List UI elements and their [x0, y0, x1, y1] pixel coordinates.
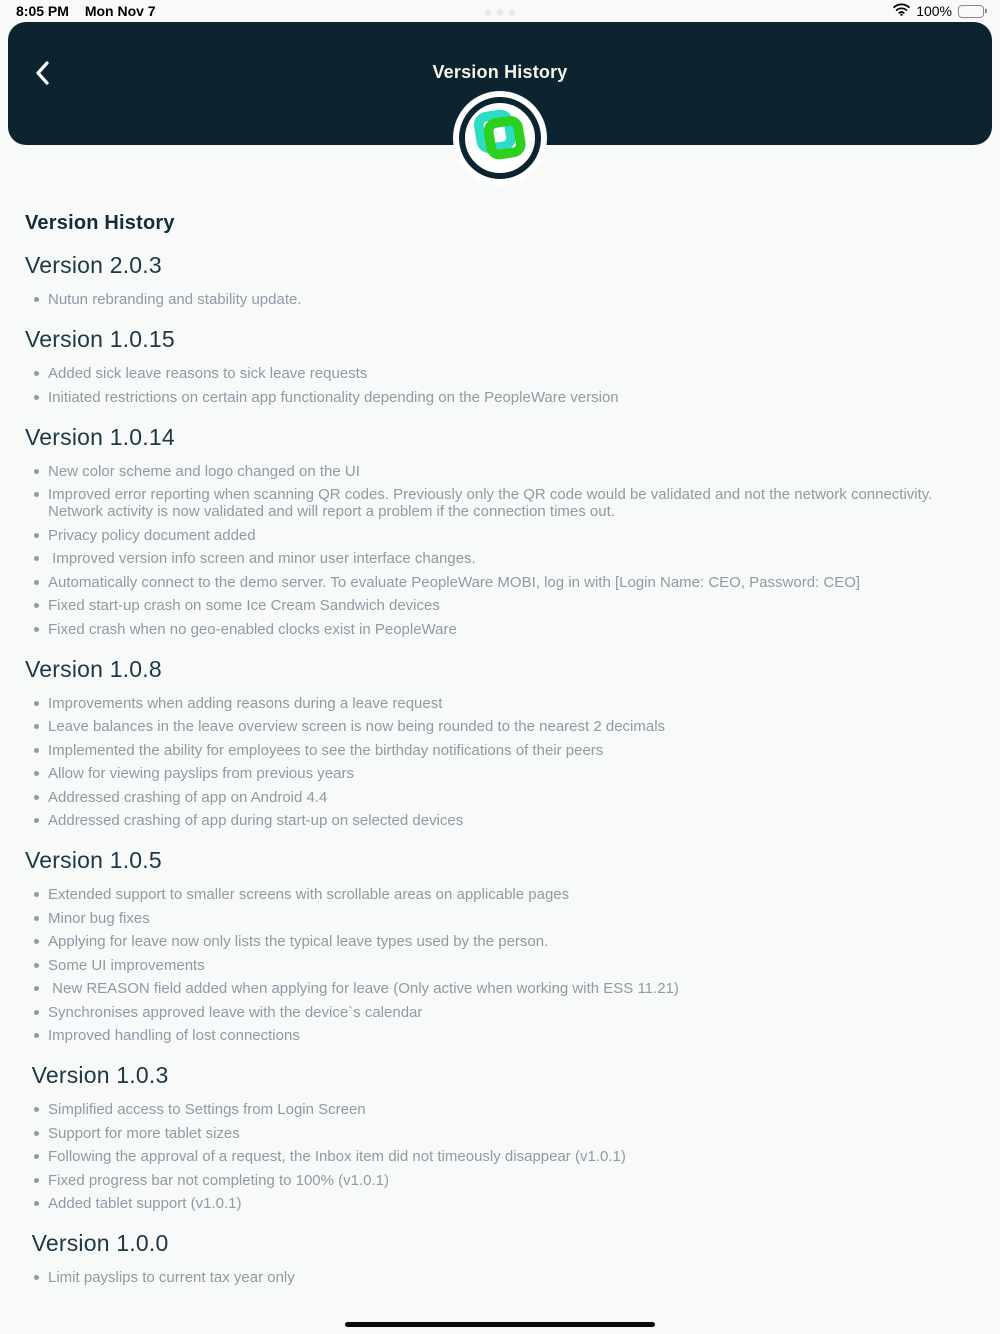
app-logo-badge: [453, 91, 547, 185]
release-note-item: Improved handling of lost connections: [48, 1027, 950, 1044]
status-time: 8:05 PM: [16, 3, 69, 19]
release-note-item: Limit payslips to current tax year only: [48, 1269, 950, 1286]
release-note-item: Applying for leave now only lists the typical leave types used by the person.: [48, 933, 950, 950]
release-note-item: Added tablet support (v1.0.1): [48, 1195, 950, 1212]
release-note-item: Fixed progress bar not completing to 100% (v1.0.1): [48, 1172, 950, 1189]
release-note-item: Improvements when adding reasons during a leave request: [48, 695, 950, 712]
app-logo-ring: [459, 97, 541, 179]
release-note-item: Minor bug fixes: [48, 910, 950, 927]
release-note-item: Addressed crashing of app during start-up on selected devices: [48, 812, 950, 829]
release-note-item: Extended support to smaller screens with scrollable areas on applicable pages: [48, 886, 950, 903]
release-note-item: Some UI improvements: [48, 957, 950, 974]
nutun-logo-icon: [473, 109, 527, 168]
release-notes-list: [25, 1101, 950, 1212]
release-note-item: Simplified access to Settings from Login Screen: [48, 1101, 950, 1118]
release-note-item: Leave balances in the leave overview screen is now being rounded to the nearest 2 decimals: [48, 718, 950, 735]
release-notes-list: [25, 463, 950, 638]
release-note-item: Fixed start-up crash on some Ice Cream Sandwich devices: [48, 597, 950, 614]
release-notes-list: [25, 886, 950, 1044]
release-notes-list: [25, 291, 950, 308]
multitasking-dots-icon: [485, 9, 516, 16]
release-notes-list: [25, 695, 950, 830]
battery-percent: 100%: [916, 3, 952, 19]
release-note-item: Nutun rebranding and stability update.: [48, 291, 950, 308]
release-note-item: Following the approval of a request, the Inbox item did not timeously disappear (v1.0.1): [48, 1148, 950, 1165]
release-note-item: Implemented the ability for employees to see the birthday notifications of their peers: [48, 742, 950, 759]
header-title: Version History: [432, 62, 568, 82]
version-heading: Version 2.0.3: [25, 252, 162, 278]
release-note-item: New REASON field added when applying for leave (Only active when working with ESS 11.21): [48, 980, 950, 997]
status-bar: [0, 0, 1000, 22]
release-note-item: Added sick leave reasons to sick leave requests: [48, 365, 950, 382]
version-heading: Version 1.0.3: [25, 1062, 169, 1088]
release-note-item: Privacy policy document added: [48, 527, 950, 544]
version-heading: Version 1.0.8: [25, 655, 162, 682]
release-note-item: New color scheme and logo changed on the UI: [48, 463, 950, 480]
version-sections: [25, 253, 950, 1286]
version-heading: Version 1.0.15: [25, 326, 175, 352]
release-note-item: Automatically connect to the demo server. To evaluate PeopleWare MOBI, log in with [Login Name: CEO, Password: CEO]: [48, 574, 950, 591]
status-date: Mon Nov 7: [84, 3, 156, 19]
release-note-item: Improved version info screen and minor user interface changes.: [48, 550, 950, 567]
release-note-item: Initiated restrictions on certain app functionality depending on the PeopleWare version: [48, 389, 950, 406]
release-note-item: Allow for viewing payslips from previous years: [48, 765, 950, 782]
release-notes-list: [25, 1269, 950, 1286]
version-heading: Version 1.0.0: [25, 1230, 169, 1256]
version-history-content[interactable]: [0, 212, 1000, 1334]
status-left: [16, 3, 168, 19]
home-indicator[interactable]: [345, 1322, 655, 1327]
release-note-item: Improved error reporting when scanning QR codes. Previously only the QR code would be validated and not the network connectivity. Network activity is now validated and will report a problem if the connection times out.: [48, 486, 950, 520]
release-note-item: Fixed crash when no geo-enabled clocks exist in PeopleWare: [48, 621, 950, 638]
version-heading: Version 1.0.5: [25, 847, 162, 873]
battery-icon: [958, 5, 984, 18]
status-right: [893, 3, 984, 19]
release-notes-list: [25, 365, 950, 406]
wifi-icon: [893, 3, 910, 19]
version-heading: Version 1.0.14: [25, 423, 175, 450]
release-note-item: Support for more tablet sizes: [48, 1125, 950, 1142]
page-title: Version History: [25, 212, 175, 234]
release-note-item: Synchronises approved leave with the device`s calendar: [48, 1004, 950, 1021]
release-note-item: Addressed crashing of app on Android 4.4: [48, 789, 950, 806]
